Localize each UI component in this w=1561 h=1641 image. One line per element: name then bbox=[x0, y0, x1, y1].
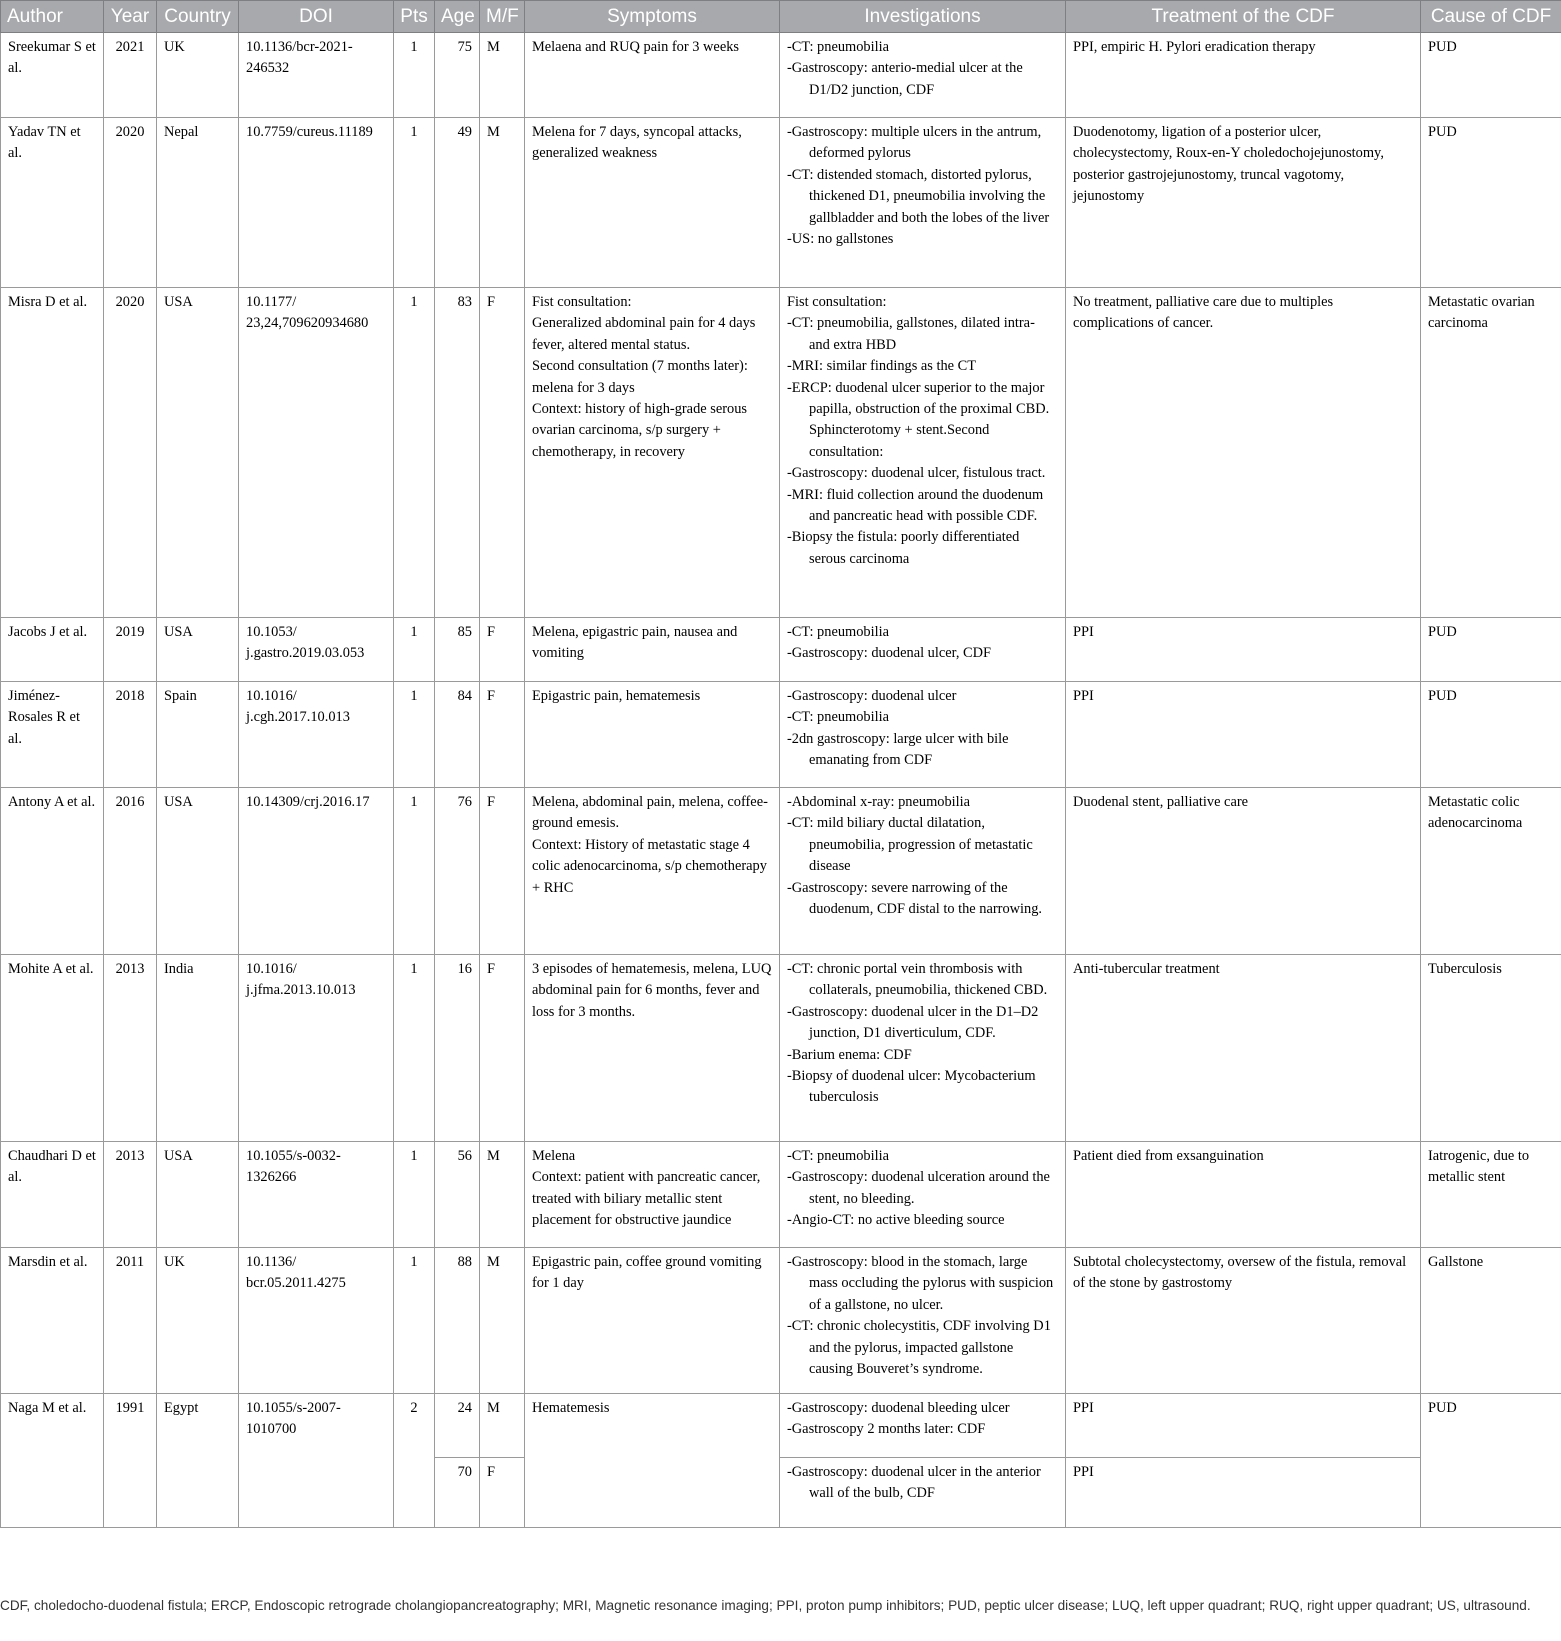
cell-doi: 10.1055/s-0032-1326266 bbox=[239, 1142, 394, 1248]
cell-sex: F bbox=[480, 288, 525, 618]
cell-author: Marsdin et al. bbox=[1, 1248, 104, 1394]
treatment-line: Duodenal stent, palliative care bbox=[1073, 794, 1249, 810]
cell-treatment bbox=[1066, 788, 1421, 955]
cell-doi: 10.7759/cureus.11189 bbox=[239, 118, 394, 288]
cell-investigations bbox=[780, 788, 1066, 955]
cell-symptoms bbox=[525, 288, 780, 618]
symptom-line: Generalized abdominal pain for 4 days fever, altered mental status. bbox=[532, 315, 756, 353]
header-age: Age bbox=[435, 1, 480, 33]
cell-cause: PUD bbox=[1421, 618, 1561, 682]
cell-age: 70 bbox=[435, 1458, 480, 1528]
cell-sex: F bbox=[480, 618, 525, 682]
cell-investigations bbox=[780, 288, 1066, 618]
cell-symptoms bbox=[525, 618, 780, 682]
cell-doi: 10.14309/crj.2016.17 bbox=[239, 788, 394, 955]
cell-country: UK bbox=[157, 1248, 239, 1394]
cell-author: Antony A et al. bbox=[1, 788, 104, 955]
symptom-line: Fist consultation: bbox=[532, 294, 632, 310]
cell-symptoms bbox=[525, 1142, 780, 1248]
cell-symptoms bbox=[525, 33, 780, 118]
symptom-line: Melena for 7 days, syncopal attacks, generalized weakness bbox=[532, 124, 742, 162]
cell-pts: 1 bbox=[394, 1142, 435, 1248]
investigation-line: -Gastroscopy: duodenal ulcer in the anterior wall of the bulb, CDF bbox=[787, 1464, 1041, 1502]
cell-age: 76 bbox=[435, 788, 480, 955]
cell-year: 2021 bbox=[104, 33, 157, 118]
cell-age: 16 bbox=[435, 955, 480, 1142]
cell-author: Mohite A et al. bbox=[1, 955, 104, 1142]
cell-doi: 10.1136/bcr-2021-246532 bbox=[239, 33, 394, 118]
table-footnote: CDF, choledocho-duodenal fistula; ERCP, Endoscopic retrograde cholangiopancreatography; MRI, Magnetic resonance imaging; PPI, proton pump inhibitors; PUD, peptic ulcer disease; LUQ, left upper quadrant; RUQ, right upper quadrant; US, ultrasound. bbox=[0, 1598, 1531, 1613]
cell-author: Jacobs J et al. bbox=[1, 618, 104, 682]
cell-year: 2013 bbox=[104, 1142, 157, 1248]
investigation-line: -MRI: similar findings as the CT bbox=[787, 358, 977, 375]
table-row bbox=[1, 118, 1561, 288]
cell-age: 75 bbox=[435, 33, 480, 118]
symptom-line: Context: history of high-grade serous ovarian carcinoma, s/p surgery + chemotherapy, in recovery bbox=[532, 401, 748, 460]
cell-symptoms bbox=[525, 955, 780, 1142]
cell-pts: 1 bbox=[394, 33, 435, 118]
table-row bbox=[1, 955, 1561, 1142]
symptom-line: Melena, abdominal pain, melena, coffee-ground emesis. bbox=[532, 794, 768, 832]
cell-symptoms bbox=[525, 118, 780, 288]
cell-year: 2018 bbox=[104, 682, 157, 788]
cell-treatment bbox=[1066, 955, 1421, 1142]
investigation-line: -Gastroscopy: duodenal ulcer, CDF bbox=[787, 645, 992, 662]
investigation-line: -Abdominal x-ray: pneumobilia bbox=[787, 794, 971, 810]
cell-symptoms bbox=[525, 1248, 780, 1394]
cell-sex: M bbox=[480, 1394, 525, 1458]
treatment-line: PPI bbox=[1073, 688, 1094, 704]
investigation-line: -Gastroscopy: blood in the stomach, large mass occluding the pylorus with suspicion of a gallstone, no ulcer. bbox=[787, 1254, 1054, 1313]
cell-investigations bbox=[780, 118, 1066, 288]
cell-cause: PUD bbox=[1421, 33, 1561, 118]
investigation-line: Fist consultation: bbox=[787, 294, 887, 310]
header-treatment: Treatment of the CDF bbox=[1066, 1, 1421, 33]
cell-sex: M bbox=[480, 118, 525, 288]
symptom-line: Melena, epigastric pain, nausea and vomiting bbox=[532, 624, 738, 662]
cell-doi: 10.1136/ bcr.05.2011.4275 bbox=[239, 1248, 394, 1394]
cell-pts: 1 bbox=[394, 118, 435, 288]
cell-cause: PUD bbox=[1421, 682, 1561, 788]
cell-cause: Iatrogenic, due to metallic stent bbox=[1421, 1142, 1561, 1248]
cell-author: Naga M et al. bbox=[1, 1394, 104, 1528]
cell-age: 88 bbox=[435, 1248, 480, 1394]
cell-cause: Gallstone bbox=[1421, 1248, 1561, 1394]
table-body bbox=[1, 33, 1561, 1528]
cell-cause: PUD bbox=[1421, 1394, 1561, 1528]
investigation-line: -Biopsy the fistula: poorly differentiated serous carcinoma bbox=[787, 529, 1020, 567]
cell-age: 49 bbox=[435, 118, 480, 288]
cell-pts: 2 bbox=[394, 1394, 435, 1528]
investigation-line: -CT: chronic portal vein thrombosis with collaterals, pneumobilia, thickened CBD. bbox=[787, 961, 1048, 999]
treatment-line: Duodenotomy, ligation of a posterior ulcer, cholecystectomy, Roux-en-Y choledochojejunostomy, posterior gastrojejunostomy, truncal vagotomy, jejunostomy bbox=[1073, 124, 1384, 205]
header-sex: M/F bbox=[480, 1, 525, 33]
cell-investigations bbox=[780, 1394, 1066, 1458]
cell-sex: F bbox=[480, 788, 525, 955]
cell-country: UK bbox=[157, 33, 239, 118]
treatment-line: Patient died from exsanguination bbox=[1073, 1148, 1264, 1164]
cell-investigations bbox=[780, 682, 1066, 788]
treatment-line: Subtotal cholecystectomy, oversew of the fistula, removal of the stone by gastrostomy bbox=[1073, 1254, 1407, 1292]
symptom-line: Context: patient with pancreatic cancer, treated with biliary metallic stent placement for obstructive jaundice bbox=[532, 1169, 761, 1229]
cell-pts: 1 bbox=[394, 618, 435, 682]
treatment-line: Anti-tubercular treatment bbox=[1073, 961, 1220, 977]
cell-age: 84 bbox=[435, 682, 480, 788]
cell-cause: Metastatic colic adenocarcinoma bbox=[1421, 788, 1561, 955]
cell-pts: 1 bbox=[394, 288, 435, 618]
cell-treatment bbox=[1066, 682, 1421, 788]
cell-treatment bbox=[1066, 1248, 1421, 1394]
cell-investigations bbox=[780, 1458, 1066, 1528]
investigation-line: -Gastroscopy: duodenal bleeding ulcer bbox=[787, 1400, 1010, 1416]
investigation-line: -Gastroscopy: severe narrowing of the duodenum, CDF distal to the narrowing. bbox=[787, 879, 1043, 918]
cell-doi: 10.1055/s-2007-1010700 bbox=[239, 1394, 394, 1528]
cell-pts: 1 bbox=[394, 682, 435, 788]
cell-country: USA bbox=[157, 288, 239, 618]
investigation-line: -ERCP: duodenal ulcer superior to the major papilla, obstruction of the proximal CBD. Sphincterotomy + stent.Second consultation: bbox=[787, 379, 1050, 460]
header-cause: Cause of CDF bbox=[1421, 1, 1561, 33]
cell-sex: F bbox=[480, 1458, 525, 1528]
cell-age: 83 bbox=[435, 288, 480, 618]
table-row bbox=[1, 682, 1561, 788]
cell-age: 24 bbox=[435, 1394, 480, 1458]
cell-cause: Metastatic ovarian carcinoma bbox=[1421, 288, 1561, 618]
cell-treatment bbox=[1066, 618, 1421, 682]
cell-treatment: PPI bbox=[1066, 1394, 1421, 1458]
symptom-line: Epigastric pain, hematemesis bbox=[532, 688, 701, 704]
cell-investigations bbox=[780, 955, 1066, 1142]
cell-author: Chaudhari D et al. bbox=[1, 1142, 104, 1248]
investigation-line: -Biopsy of duodenal ulcer: Mycobacterium tuberculosis bbox=[787, 1068, 1036, 1106]
investigation-line: -US: no gallstones bbox=[787, 231, 894, 248]
investigation-line: -CT: mild biliary ductal dilatation, pneumobilia, progression of metastatic disease bbox=[787, 815, 1033, 875]
cell-cause: Tuberculosis bbox=[1421, 955, 1561, 1142]
cell-doi: 10.1016/ j.cgh.2017.10.013 bbox=[239, 682, 394, 788]
cell-doi: 10.1016/ j.jfma.2013.10.013 bbox=[239, 955, 394, 1142]
cell-investigations bbox=[780, 618, 1066, 682]
cell-year: 1991 bbox=[104, 1394, 157, 1528]
cell-country: Egypt bbox=[157, 1394, 239, 1528]
cell-author: Yadav TN et al. bbox=[1, 118, 104, 288]
cell-sex: F bbox=[480, 955, 525, 1142]
investigation-line: -Gastroscopy: duodenal ulcer bbox=[787, 688, 957, 704]
investigation-line: -CT: pneumobilia bbox=[787, 624, 889, 640]
cell-treatment bbox=[1066, 1142, 1421, 1248]
cell-investigations bbox=[780, 33, 1066, 118]
symptom-line: Second consultation (7 months later): melena for 3 days bbox=[532, 358, 748, 396]
cell-pts: 1 bbox=[394, 955, 435, 1142]
table-row bbox=[1, 33, 1561, 118]
cell-treatment: PPI bbox=[1066, 1458, 1421, 1528]
cell-sex: M bbox=[480, 1142, 525, 1248]
cell-country: Nepal bbox=[157, 118, 239, 288]
cell-symptoms bbox=[525, 788, 780, 955]
header-investigations: Investigations bbox=[780, 1, 1066, 33]
investigation-line: -Gastroscopy 2 months later: CDF bbox=[787, 1421, 986, 1438]
header-pts: Pts bbox=[394, 1, 435, 33]
cell-symptoms bbox=[525, 1394, 780, 1528]
table-row bbox=[1, 618, 1561, 682]
cell-country: USA bbox=[157, 1142, 239, 1248]
cell-author: Jiménez-Rosales R et al. bbox=[1, 682, 104, 788]
header-row bbox=[1, 1, 1561, 33]
cell-year: 2020 bbox=[104, 118, 157, 288]
investigation-line: -Angio-CT: no active bleeding source bbox=[787, 1212, 1005, 1229]
cell-year: 2016 bbox=[104, 788, 157, 955]
investigation-line: -Barium enema: CDF bbox=[787, 1046, 912, 1063]
symptom-line: Hematemesis bbox=[532, 1400, 610, 1416]
cell-sex: F bbox=[480, 682, 525, 788]
table-row bbox=[1, 288, 1561, 618]
cell-country: USA bbox=[157, 618, 239, 682]
cell-cause: PUD bbox=[1421, 118, 1561, 288]
header-author: Author bbox=[1, 1, 104, 33]
investigation-line: -2dn gastroscopy: large ulcer with bile emanating from CDF bbox=[787, 730, 1009, 769]
cell-treatment bbox=[1066, 33, 1421, 118]
cell-pts: 1 bbox=[394, 788, 435, 955]
cell-doi: 10.1177/ 23,24,709620934680 bbox=[239, 288, 394, 618]
investigation-line: -CT: pneumobilia bbox=[787, 1148, 889, 1164]
cell-country: USA bbox=[157, 788, 239, 955]
cell-year: 2011 bbox=[104, 1248, 157, 1394]
symptom-line: Melena bbox=[532, 1148, 576, 1164]
symptom-line: 3 episodes of hematemesis, melena, LUQ abdominal pain for 6 months, fever and loss for 3 months. bbox=[532, 961, 772, 1020]
investigation-line: -Gastroscopy: anterio-medial ulcer at the D1/D2 junction, CDF bbox=[787, 60, 1023, 98]
cell-year: 2013 bbox=[104, 955, 157, 1142]
investigation-line: -CT: chronic cholecystitis, CDF involving D1 and the pylorus, impacted gallstone causing Bouveret’s syndrome. bbox=[787, 1318, 1051, 1378]
cell-country: Spain bbox=[157, 682, 239, 788]
cell-country: India bbox=[157, 955, 239, 1142]
cell-pts: 1 bbox=[394, 1248, 435, 1394]
table-row bbox=[1, 1394, 1561, 1458]
cell-symptoms bbox=[525, 682, 780, 788]
header-doi: DOI bbox=[239, 1, 394, 33]
header-symptoms: Symptoms bbox=[525, 1, 780, 33]
investigation-line: -Gastroscopy: duodenal ulceration around the stent, no bleeding. bbox=[787, 1169, 1050, 1207]
cell-author: Sreekumar S et al. bbox=[1, 33, 104, 118]
table-row bbox=[1, 788, 1561, 955]
cell-investigations bbox=[780, 1248, 1066, 1394]
header-year: Year bbox=[104, 1, 157, 33]
investigation-line: -CT: pneumobilia, gallstones, dilated intra- and extra HBD bbox=[787, 315, 1035, 353]
cell-year: 2020 bbox=[104, 288, 157, 618]
investigation-line: -CT: pneumobilia bbox=[787, 39, 889, 55]
cell-age: 85 bbox=[435, 618, 480, 682]
investigation-line: -Gastroscopy: duodenal ulcer in the D1–D2 junction, D1 diverticulum, CDF. bbox=[787, 1003, 1039, 1042]
symptom-line: Context: History of metastatic stage 4 colic adenocarcinoma, s/p chemotherapy + RHC bbox=[532, 836, 767, 896]
cell-author: Misra D et al. bbox=[1, 288, 104, 618]
table-row bbox=[1, 1142, 1561, 1248]
cell-sex: M bbox=[480, 33, 525, 118]
symptom-line: Melaena and RUQ pain for 3 weeks bbox=[532, 39, 739, 55]
cell-sex: M bbox=[480, 1248, 525, 1394]
table-row bbox=[1, 1248, 1561, 1394]
cell-treatment bbox=[1066, 288, 1421, 618]
investigation-line: -CT: pneumobilia bbox=[787, 709, 889, 726]
treatment-line: PPI bbox=[1073, 624, 1094, 640]
cell-age: 56 bbox=[435, 1142, 480, 1248]
investigation-line: -CT: distended stomach, distorted pylorus, thickened D1, pneumobilia involving the gallbladder and both the lobes of the liver bbox=[787, 166, 1050, 226]
symptom-line: Epigastric pain, coffee ground vomiting for 1 day bbox=[532, 1254, 762, 1292]
investigation-line: -Gastroscopy: duodenal ulcer, fistulous tract. bbox=[787, 465, 1046, 482]
treatment-line: No treatment, palliative care due to multiples complications of cancer. bbox=[1073, 294, 1334, 332]
cell-doi: 10.1053/ j.gastro.2019.03.053 bbox=[239, 618, 394, 682]
investigation-line: -Gastroscopy: multiple ulcers in the antrum, deformed pylorus bbox=[787, 124, 1042, 162]
cell-year: 2019 bbox=[104, 618, 157, 682]
cell-treatment bbox=[1066, 118, 1421, 288]
cell-investigations bbox=[780, 1142, 1066, 1248]
investigation-line: -MRI: fluid collection around the duodenum and pancreatic head with possible CDF. bbox=[787, 486, 1044, 525]
treatment-line: PPI, empiric H. Pylori eradication therapy bbox=[1073, 39, 1316, 55]
header-country: Country bbox=[157, 1, 239, 33]
